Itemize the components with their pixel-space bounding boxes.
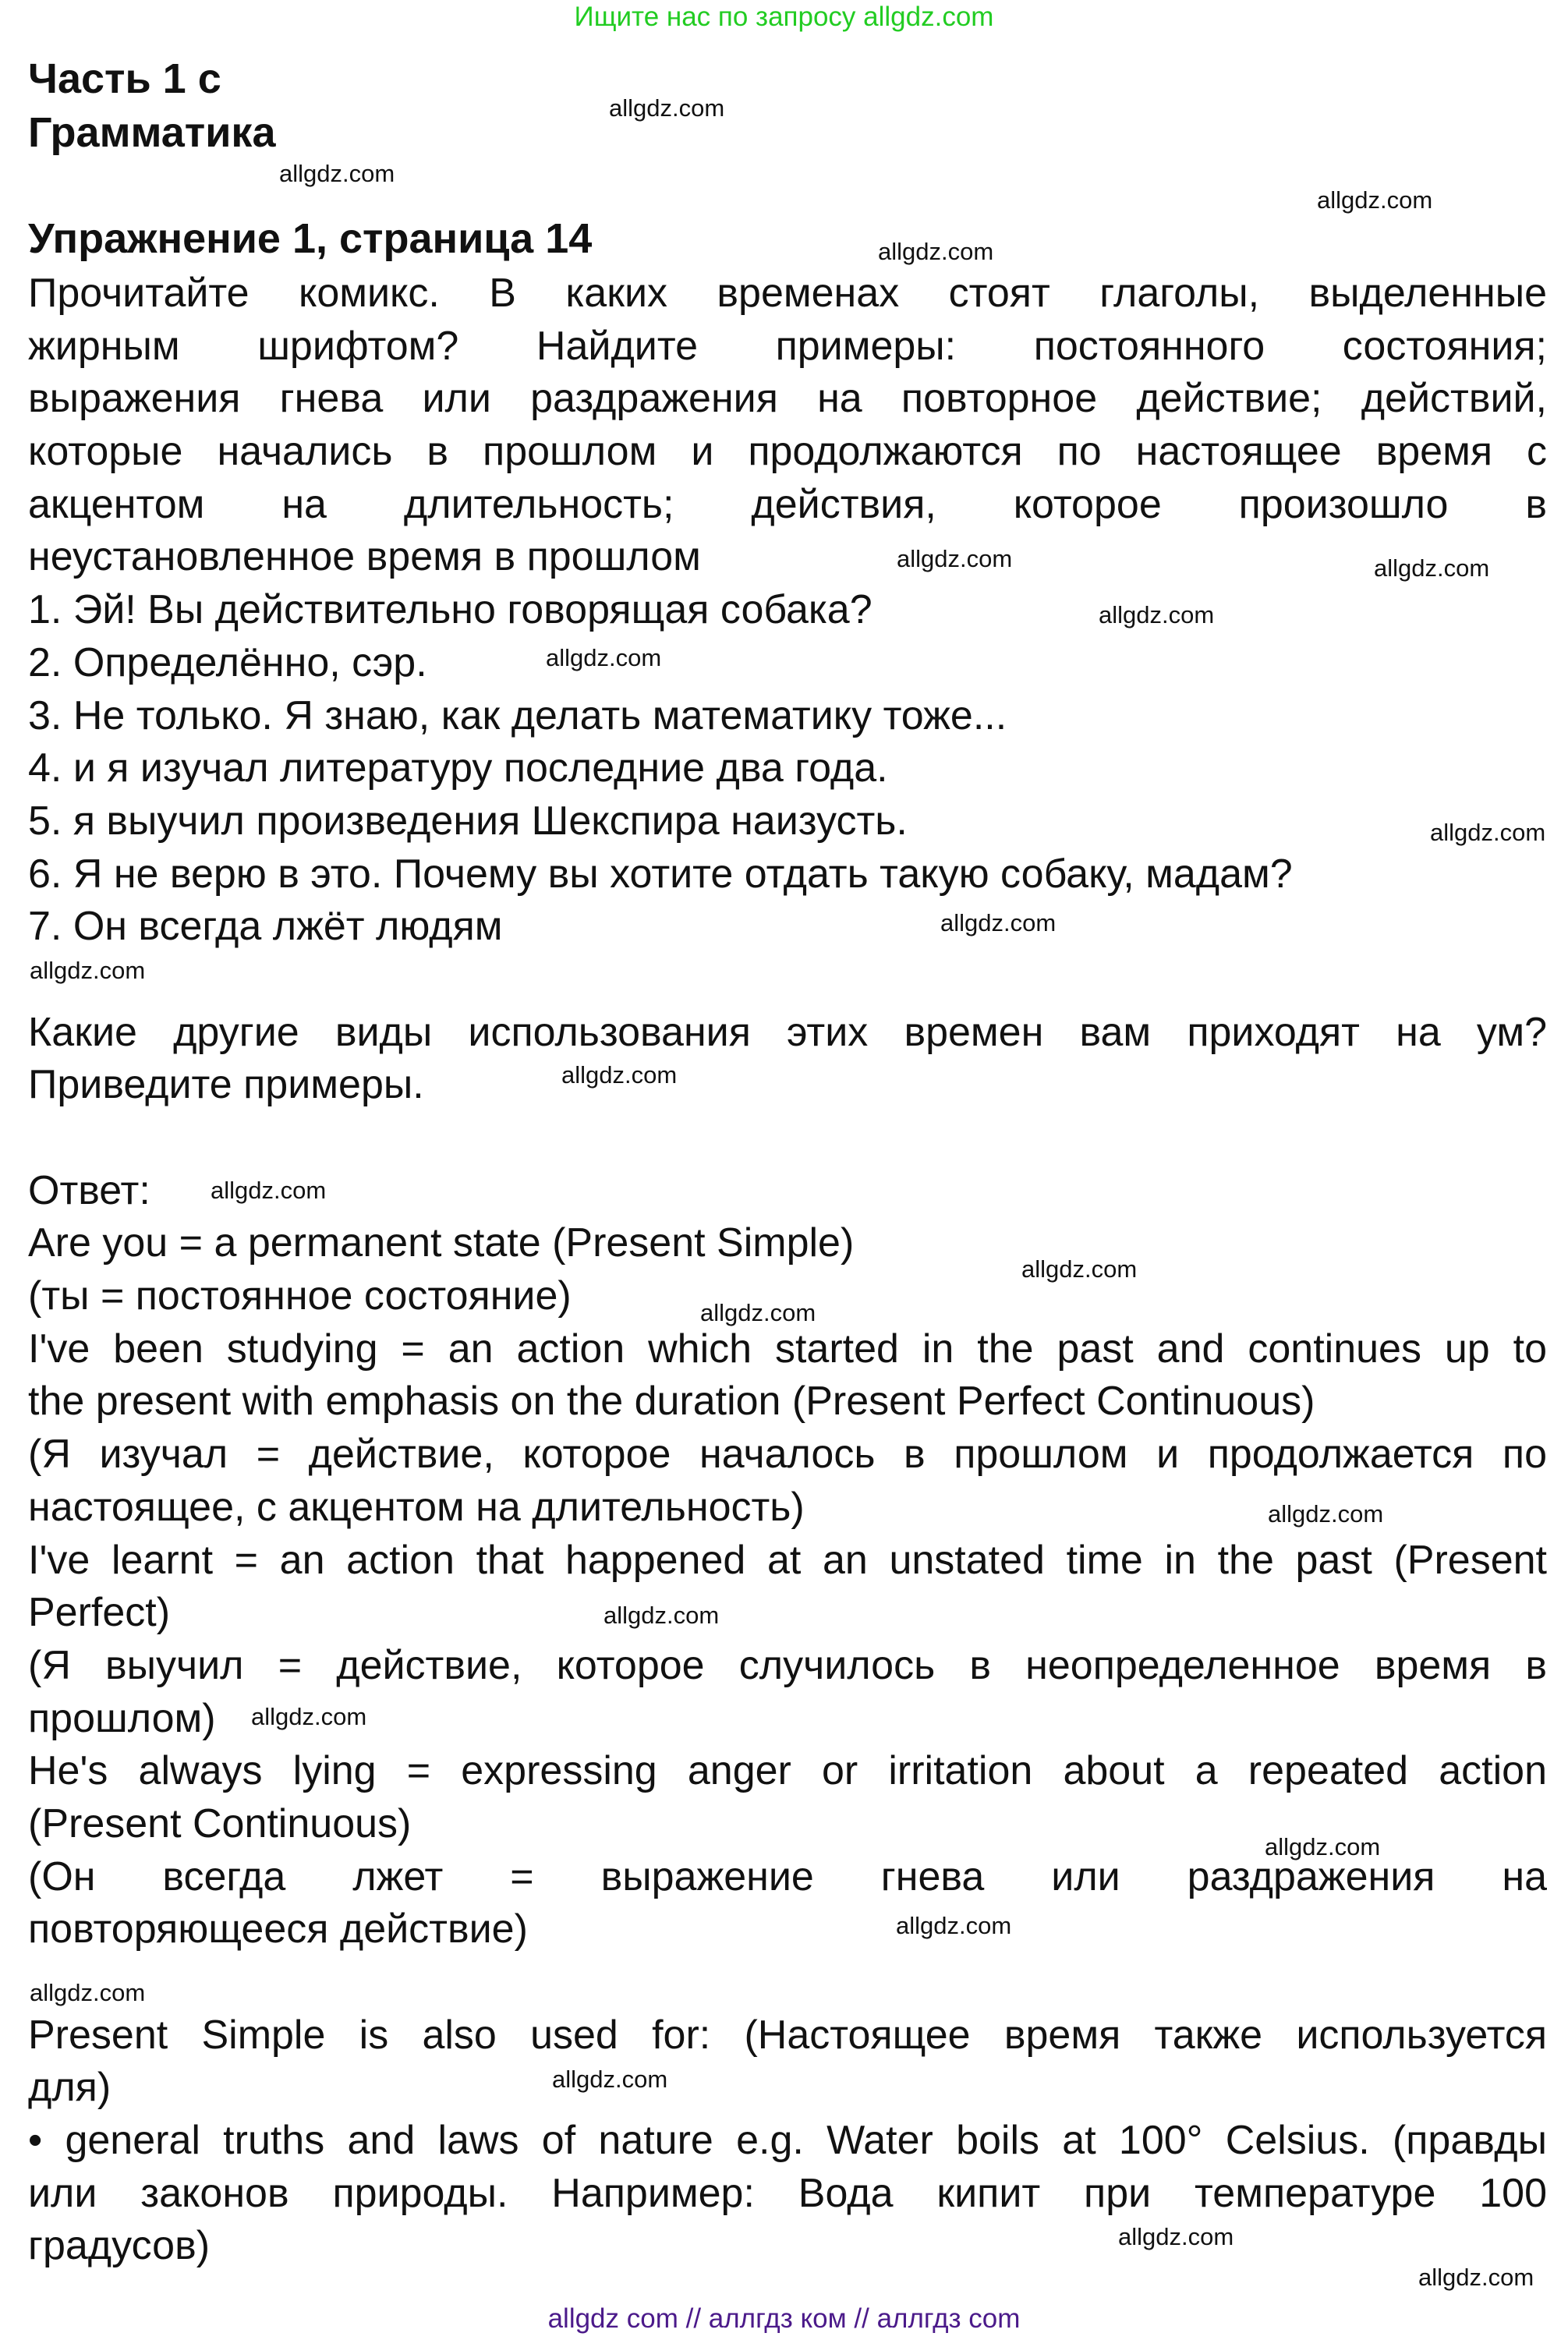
- text-line: Приведите примеры.: [28, 1062, 424, 1108]
- watermark-text: allgdz.com: [211, 1177, 327, 1204]
- watermark-text: allgdz.com: [700, 1299, 816, 1326]
- watermark-text: allgdz.com: [1317, 186, 1433, 214]
- watermark-text: allgdz.com: [279, 160, 395, 187]
- text-line: (Он всегда лжет = выражение гнева или раздражения на: [28, 1853, 1547, 1899]
- watermark-text: allgdz.com: [1430, 819, 1546, 846]
- blank-line: [28, 1112, 1547, 1165]
- watermark-text: allgdz.com: [1268, 1500, 1384, 1528]
- text-line: the present with emphasis on the duration (Present Perfect Continuous): [28, 1379, 1315, 1425]
- watermark-text: allgdz.com: [546, 644, 662, 671]
- text-line: которые начались в прошлом и продолжаются по настоящее время с: [28, 429, 1547, 475]
- text-line: прошлом): [28, 1695, 216, 1741]
- text-line: I've been studying = an action which started in the past and continues up to: [28, 1326, 1547, 1372]
- text-line: 3. Не только. Я знаю, как делать математику тоже...: [28, 692, 1007, 738]
- watermark-text: allgdz.com: [561, 1061, 678, 1089]
- text-line: повторяющееся действие): [28, 1906, 528, 1952]
- footer-links[interactable]: allgdz com // аллгдз ком // аллгдз com: [547, 2303, 1021, 2334]
- text-line: Какие другие виды использования этих времен вам приходят на ум?: [28, 1009, 1547, 1055]
- text-line: Perfect): [28, 1590, 171, 1636]
- text-line: 1. Эй! Вы действительно говорящая собака?: [28, 587, 872, 633]
- text-line: неустановленное время в прошлом: [28, 534, 701, 580]
- watermark-text: allgdz.com: [609, 94, 725, 122]
- text-line: жирным шрифтом? Найдите примеры: постоянного состояния;: [28, 323, 1547, 369]
- text-line: 2. Определённо, сэр.: [28, 639, 427, 685]
- text-line: 5. я выучил произведения Шекспира наизусть.: [28, 798, 908, 844]
- watermark-text: allgdz.com: [878, 238, 994, 265]
- search-banner[interactable]: Ищите нас по запросу allgdz.com: [574, 2, 994, 32]
- watermark-text: allgdz.com: [896, 1912, 1012, 1939]
- watermark-text: allgdz.com: [1418, 2264, 1534, 2291]
- text-line: 4. и я изучал литературу последние два года.: [28, 745, 888, 791]
- watermark-text: allgdz.com: [1118, 2223, 1234, 2250]
- text-line: градусов): [28, 2223, 211, 2269]
- text-line: выражения гнева или раздражения на повторное действие; действий,: [28, 376, 1547, 422]
- text-line: He's always lying = expressing anger or irritation about a repeated action: [28, 1748, 1547, 1794]
- text-line: Ответ:: [28, 1167, 150, 1213]
- text-line: (Я выучил = действие, которое случилось в неопределенное время в: [28, 1642, 1547, 1688]
- text-line: • general truths and laws of nature e.g. Water boils at 100° Celsius. (правды: [28, 2118, 1547, 2164]
- text-line: акцентом на длительность; действия, которое произошло в: [28, 481, 1547, 527]
- section-title: Грамматика: [28, 109, 276, 156]
- text-line: 7. Он всегда лжёт людям: [28, 904, 503, 950]
- watermark-text: allgdz.com: [1099, 601, 1215, 628]
- watermark-text: allgdz.com: [1374, 554, 1490, 582]
- watermark-text: allgdz.com: [30, 1979, 146, 2006]
- watermark-text: allgdz.com: [603, 1602, 720, 1629]
- text-line: (Я изучал = действие, которое началось в прошлом и продолжается по: [28, 1432, 1547, 1478]
- blank-line: [28, 954, 1547, 1007]
- text-line: Are you = a permanent state (Present Simple): [28, 1220, 855, 1266]
- watermark-text: allgdz.com: [1265, 1833, 1381, 1860]
- blank-line: [28, 1956, 1547, 2009]
- part-title: Часть 1 с: [28, 55, 221, 102]
- text-line: (ты = постоянное состояние): [28, 1273, 572, 1319]
- text-line: для): [28, 2065, 111, 2111]
- watermark-text: allgdz.com: [897, 545, 1013, 572]
- text-line: 6. Я не верю в это. Почему вы хотите отдать такую собаку, мадам?: [28, 851, 1293, 897]
- watermark-text: allgdz.com: [940, 909, 1057, 936]
- watermark-text: allgdz.com: [1021, 1255, 1138, 1283]
- exercise-title: Упражнение 1, страница 14: [28, 215, 593, 262]
- text-line: Прочитайте комикс. В каких временах стоят глаголы, выделенные: [28, 271, 1547, 316]
- text-line: настоящее, с акцентом на длительность): [28, 1484, 805, 1530]
- text-line: или законов природы. Например: Вода кипит при температуре 100: [28, 2170, 1547, 2216]
- watermark-text: allgdz.com: [251, 1703, 367, 1730]
- watermark-text: allgdz.com: [552, 2066, 668, 2093]
- text-line: Present Simple is also used for: (Настоящее время также используется: [28, 2012, 1547, 2058]
- text-line: I've learnt = an action that happened at an unstated time in the past (Present: [28, 1537, 1547, 1583]
- text-line: (Present Continuous): [28, 1800, 412, 1846]
- exercise-body: [28, 267, 1547, 2273]
- watermark-text: allgdz.com: [30, 957, 146, 984]
